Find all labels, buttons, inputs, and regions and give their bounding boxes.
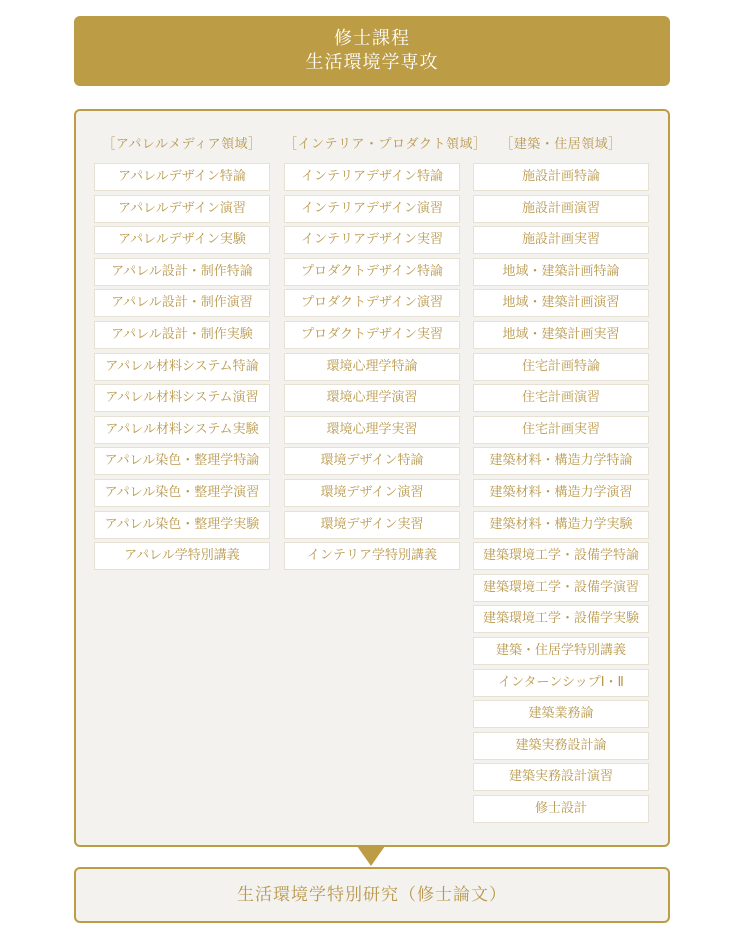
course-item: インテリアデザイン実習: [284, 226, 460, 254]
program-title: 修士課程: [334, 28, 410, 49]
course-item: インテリア学特別講義: [284, 542, 460, 570]
course-panel: [74, 109, 670, 847]
course-item: プロダクトデザイン演習: [284, 289, 460, 317]
thesis-box: [74, 867, 670, 923]
course-item: 施設計画演習: [473, 195, 649, 223]
program-header: [74, 16, 670, 86]
column-title: ［アパレルメディア領域］: [102, 137, 262, 152]
course-item: インターンシップⅠ・Ⅱ: [473, 669, 649, 697]
course-item: 住宅計画実習: [473, 416, 649, 444]
course-item: 環境心理学演習: [284, 384, 460, 412]
course-item: 建築実務設計演習: [473, 763, 649, 791]
course-item: 住宅計画特論: [473, 353, 649, 381]
course-list: [473, 163, 649, 823]
course-item: 修士設計: [473, 795, 649, 823]
course-item: アパレル材料システム実験: [94, 416, 270, 444]
column-title: ［建築・住居領域］: [500, 137, 622, 152]
course-item: 建築業務論: [473, 700, 649, 728]
course-item: 施設計画特論: [473, 163, 649, 191]
course-item: プロダクトデザイン実習: [284, 321, 460, 349]
course-item: 環境デザイン実習: [284, 511, 460, 539]
course-item: インテリアデザイン演習: [284, 195, 460, 223]
course-item: 建築材料・構造力学実験: [473, 511, 649, 539]
course-item: 地域・建築計画演習: [473, 289, 649, 317]
course-item: アパレル染色・整理学演習: [94, 479, 270, 507]
course-item: 建築実務設計論: [473, 732, 649, 760]
course-item: アパレル学特別講義: [94, 542, 270, 570]
course-item: アパレルデザイン特論: [94, 163, 270, 191]
column-architecture-housing: [473, 135, 649, 826]
course-item: 建築環境工学・設備学実験: [473, 605, 649, 633]
course-item: 建築環境工学・設備学演習: [473, 574, 649, 602]
course-item: アパレル材料システム特論: [94, 353, 270, 381]
course-item: 地域・建築計画実習: [473, 321, 649, 349]
course-item: 環境心理学特論: [284, 353, 460, 381]
course-item: 住宅計画演習: [473, 384, 649, 412]
course-item: 環境デザイン演習: [284, 479, 460, 507]
course-item: アパレル設計・制作特論: [94, 258, 270, 286]
course-item: 建築・住居学特別講義: [473, 637, 649, 665]
course-item: プロダクトデザイン特論: [284, 258, 460, 286]
down-arrow-icon: [357, 846, 385, 866]
column-title: ［インテリア・プロダクト領域］: [284, 137, 487, 152]
course-item: 環境心理学実習: [284, 416, 460, 444]
course-list: [284, 163, 460, 570]
course-item: アパレル染色・整理学実験: [94, 511, 270, 539]
course-item: アパレルデザイン演習: [94, 195, 270, 223]
course-item: 建築環境工学・設備学特論: [473, 542, 649, 570]
thesis-label: 生活環境学特別研究（修士論文）: [237, 885, 507, 905]
course-item: インテリアデザイン特論: [284, 163, 460, 191]
course-item: アパレル設計・制作演習: [94, 289, 270, 317]
course-item: 建築材料・構造力学特論: [473, 447, 649, 475]
course-item: アパレル材料システム演習: [94, 384, 270, 412]
course-item: 環境デザイン特論: [284, 447, 460, 475]
course-list: [94, 163, 270, 570]
department-title: 生活環境学専攻: [305, 52, 439, 73]
column-interior-product: [284, 135, 487, 574]
course-item: アパレル染色・整理学特論: [94, 447, 270, 475]
course-item: 地域・建築計画特論: [473, 258, 649, 286]
course-item: 建築材料・構造力学演習: [473, 479, 649, 507]
column-apparel: [94, 135, 270, 574]
course-item: 施設計画実習: [473, 226, 649, 254]
course-item: アパレルデザイン実験: [94, 226, 270, 254]
course-item: アパレル設計・制作実験: [94, 321, 270, 349]
